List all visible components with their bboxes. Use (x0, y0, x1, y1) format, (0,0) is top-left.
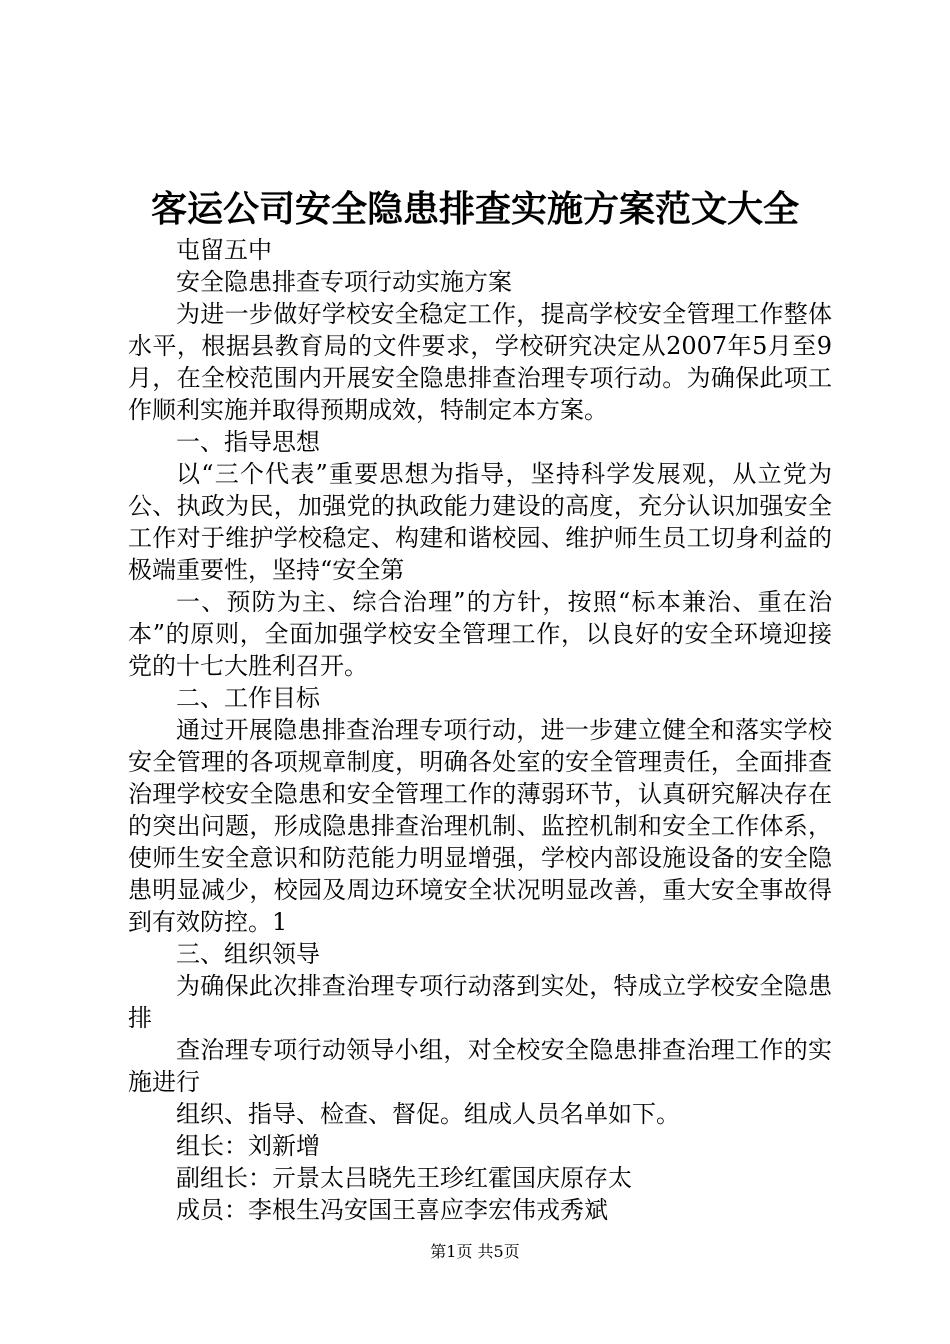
intro-paragraph: 为进一步做好学校安全稳定工作，提高学校安全管理工作整体水平，根据县教育局的文件要求，学校研究决定从2007年5月至9月，在全校范围内开展安全隐患排查治理专项行动。为确保此项工作顺利实施并取得预期成效，特制定本方案。 (128, 300, 832, 424)
document-title: 客运公司安全隐患排查实施方案范文大全 (150, 188, 799, 230)
deputy-leader-line: 副组长：亓景太吕晓先王珍红霍国庆原存太 (176, 1164, 632, 1192)
organization-paragraph-2: 查治理专项行动领导小组，对全校安全隐患排查治理工作的实施进行 (128, 1036, 832, 1096)
members-line: 成员：李根生冯安国王喜应李宏伟戎秀斌 (176, 1196, 608, 1224)
work-goals-paragraph: 通过开展隐患排查治理专项行动，进一步建立健全和落实学校安全管理的各项规章制度，明确各处室的安全管理责任，全面排查治理学校安全隐患和安全管理工作的薄弱环节，认真研究解决存在的突出问题，形成隐患排查治理机制、监控机制和安全工作体系，使师生安全意识和防范能力明显增强，学校内部设施设备的安全隐患明显减少，校园及周边环境安全状况明显改善，重大安全事故得到有效防控。1 (128, 716, 832, 936)
group-leader-line: 组长：刘新增 (176, 1132, 320, 1160)
guiding-ideology-continued: 一、预防为主、综合治理”的方针，按照“标本兼治、重在治本”的原则，全面加强学校安全管理工作，以良好的安全环境迎接党的十七大胜利召开。 (128, 588, 832, 680)
plan-subtitle: 安全隐患排查专项行动实施方案 (176, 268, 512, 296)
page-number-footer: 第1页 共5页 (430, 1242, 520, 1261)
school-name: 屯留五中 (176, 236, 272, 264)
document-body (128, 234, 832, 1226)
organization-paragraph-1: 为确保此次排查治理专项行动落到实处，特成立学校安全隐患排 (128, 972, 832, 1032)
section-heading-organization: 三、组织领导 (176, 940, 320, 968)
organization-paragraph-3: 组织、指导、检查、督促。组成人员名单如下。 (176, 1100, 680, 1128)
guiding-ideology-paragraph: 以“三个代表”重要思想为指导，坚持科学发展观，从立党为公、执政为民，加强党的执政能力建设的高度，充分认识加强安全工作对于维护学校稳定、构建和谐校园、维护师生员工切身利益的极端重要性，坚持“安全第 (128, 460, 832, 584)
section-heading-work-goals: 二、工作目标 (176, 684, 320, 712)
section-heading-guiding-ideology: 一、指导思想 (176, 428, 320, 456)
